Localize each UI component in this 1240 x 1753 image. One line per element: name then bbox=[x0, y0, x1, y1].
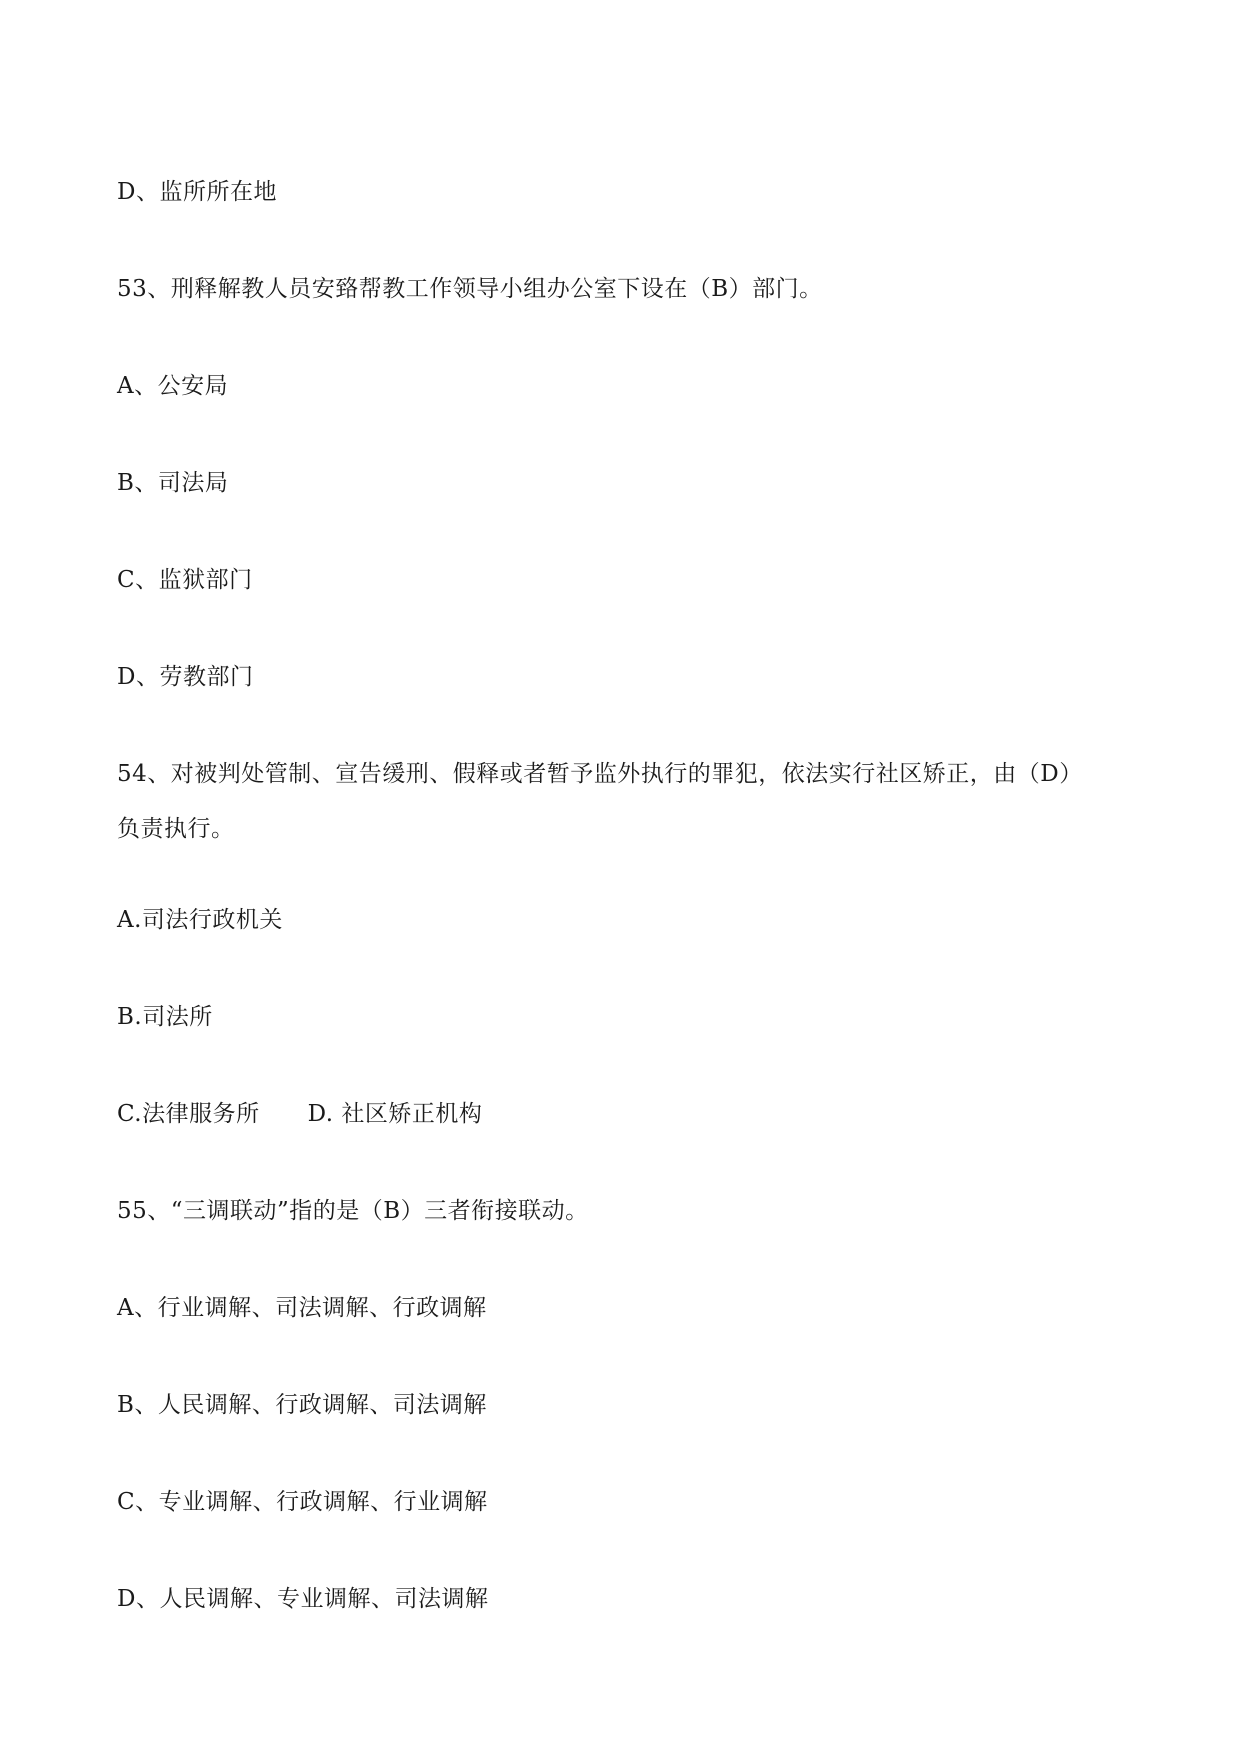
q54-option-d: D. 社区矫正机构 bbox=[307, 1101, 483, 1127]
q54-options-cd bbox=[117, 1097, 482, 1131]
question-55: 55、“三调联动”指的是（B）三者衔接联动。 bbox=[117, 1198, 589, 1224]
q55-option-b: B、人民调解、行政调解、司法调解 bbox=[117, 1392, 487, 1418]
q53-option-b: B、司法局 bbox=[117, 470, 229, 496]
q55-option-d: D、人民调解、专业调解、司法调解 bbox=[117, 1586, 489, 1612]
q54-option-b: B.司法所 bbox=[117, 1004, 213, 1030]
q53-option-a: A、公安局 bbox=[117, 373, 229, 399]
question-54-line2: 负责执行。 bbox=[117, 816, 235, 842]
q54-option-c: C.法律服务所 bbox=[117, 1101, 260, 1127]
q53-option-c: C、监狱部门 bbox=[117, 567, 253, 593]
q53-option-d: D、劳教部门 bbox=[117, 664, 254, 690]
q55-option-c: C、专业调解、行政调解、行业调解 bbox=[117, 1489, 488, 1515]
question-54-line1: 54、对被判处管制、宣告缓刑、假释或者暂予监外执行的罪犯，依法实行社区矫正，由（D） bbox=[117, 761, 1083, 787]
q55-option-a: A、行业调解、司法调解、行政调解 bbox=[117, 1295, 487, 1321]
option-d-prev: D、监所所在地 bbox=[117, 179, 277, 205]
question-53: 53、刑释解教人员安臵帮教工作领导小组办公室下设在（B）部门。 bbox=[117, 276, 823, 302]
q54-option-a: A.司法行政机关 bbox=[117, 907, 283, 933]
